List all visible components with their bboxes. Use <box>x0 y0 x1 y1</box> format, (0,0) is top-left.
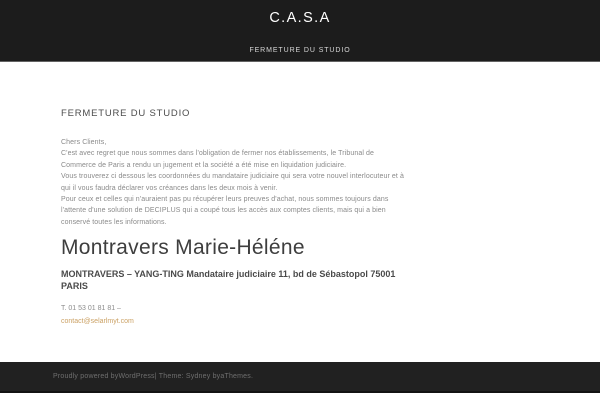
paragraph-closure-notice: C'est avec regret que nous sommes dans l'obligation de fermer nos établissements, le Tribunal de Commerce de Paris a rendu un jugement et la société a été mise en liquidation judiciaire. <box>61 150 375 169</box>
footer-credits-prefix: Proudly powered by <box>53 373 119 380</box>
contact-address: MONTRAVERS – YANG-TING Mandataire judiciaire 11, bd de Sébastopol 75001 PARIS <box>61 269 396 292</box>
page-title: FERMETURE DU STUDIO <box>61 108 191 119</box>
content-area <box>0 62 600 362</box>
email-link[interactable]: contact@selarlmyt.com <box>61 318 134 326</box>
paragraph-deciplus-info: Pour ceux et celles qui n'auraient pas pu récupérer leurs preuves d'achat, nous sommes toujours dans l'attente d'une solution de DECIPLUS qui a coupé tous les accès aux comptes clients, mais qui a bien conservé toutes les informations. <box>61 196 389 226</box>
site-title-link[interactable]: C.A.S.A <box>269 10 331 26</box>
site-footer <box>0 362 600 393</box>
intro-paragraph-salutation: Chers Clients, <box>61 139 107 146</box>
site-title <box>0 11 600 26</box>
content-container <box>61 108 410 328</box>
entry-content <box>61 137 410 228</box>
footer-credits-theme: | Theme: Sydney by <box>154 373 221 380</box>
site-header <box>0 0 600 62</box>
contact-phone: T. 01 53 01 81 81 – <box>61 305 121 313</box>
contact-email-row <box>61 316 410 328</box>
main-nav <box>0 39 600 57</box>
wordpress-link[interactable]: WordPress <box>118 373 155 380</box>
athemes-link[interactable]: aThemes <box>220 373 251 380</box>
contact-name-heading: Montravers Marie-Héléne <box>61 236 305 260</box>
paragraph-mandataire-info: Vous trouverez ci dessous les coordonnées du mandataire judiciaire qui sera votre nouvel interlocuteur et à qui il vous faudra déclarer vos créances dans les deux mois à venir. <box>61 173 405 192</box>
nav-item-fermeture-du-studio[interactable]: FERMETURE DU STUDIO <box>249 47 351 54</box>
footer-credits-suffix: . <box>250 373 254 380</box>
